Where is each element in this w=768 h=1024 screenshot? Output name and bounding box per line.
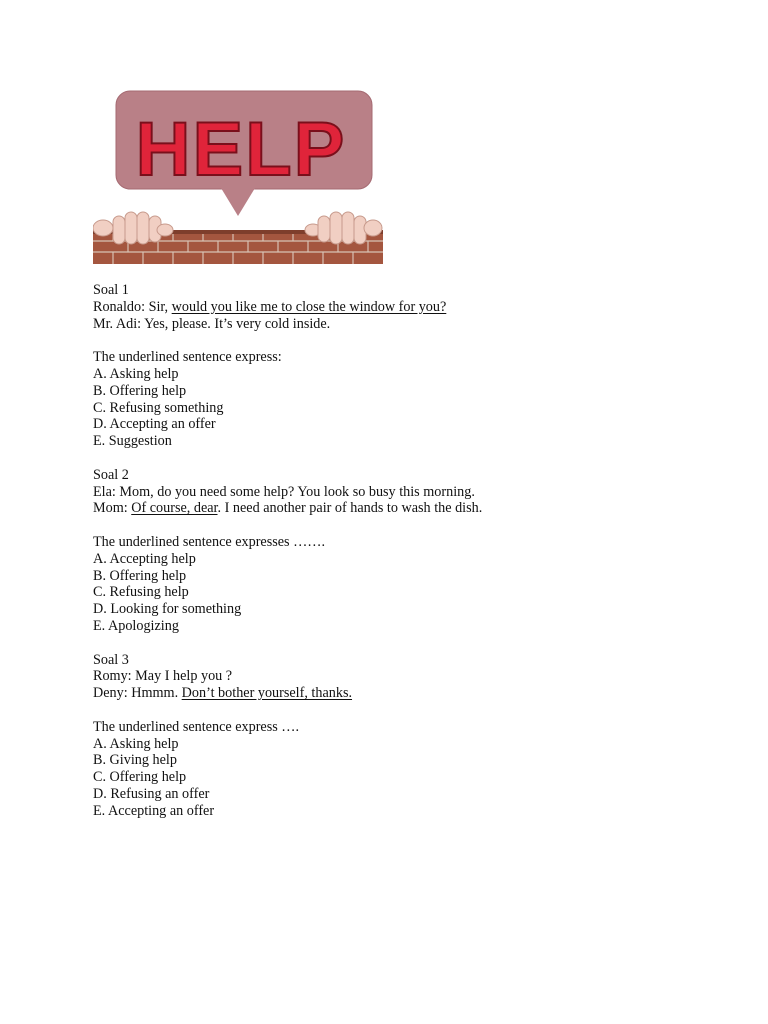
answer-option: A. Asking help [93, 365, 179, 382]
dialogue-line [93, 316, 713, 333]
help-illustration-svg [93, 88, 383, 264]
underlined-sentence: would you like me to close the window for you? [171, 298, 447, 315]
answer-option: E. Suggestion [93, 433, 172, 450]
dialogue-text: Romy: May I help you ? [93, 668, 233, 685]
answer-option: A. Accepting help [93, 550, 196, 567]
question-prompt: The underlined sentence express …. [93, 718, 300, 735]
answer-option: E. Apologizing [93, 617, 179, 634]
answer-option: A. Asking help [93, 735, 179, 752]
question-prompt: The underlined sentence express: [93, 349, 282, 366]
question-heading: Soal 1 [93, 282, 129, 298]
answer-option: D. Refusing an offer [93, 785, 210, 802]
help-logo-text: HELP [135, 107, 347, 192]
spacer [93, 517, 713, 534]
question-heading: Soal 3 [93, 651, 129, 668]
dialogue-text: Ronaldo: Sir, [93, 298, 172, 315]
answer-option: C. Refusing help [93, 584, 189, 601]
dialogue-line [93, 685, 713, 702]
question-block-3 [93, 652, 713, 820]
dialogue-text: Deny: Hmmm. [93, 685, 182, 702]
question-block-2 [93, 467, 713, 635]
answer-option: C. Refusing something [93, 399, 224, 416]
question-prompt: The underlined sentence expresses ……. [93, 533, 326, 550]
dialogue-line [93, 500, 713, 517]
dialogue-text: Ela: Mom, do you need some help? You look so busy this morning. [93, 483, 475, 500]
answer-option: D. Looking for something [93, 601, 242, 618]
answer-option: C. Offering help [93, 769, 187, 786]
answer-option: E. Accepting an offer [93, 802, 215, 819]
spacer [93, 635, 713, 652]
answer-option: B. Offering help [93, 382, 187, 399]
question-block-1 [93, 282, 713, 450]
underlined-sentence: Don’t bother yourself, thanks. [181, 685, 353, 702]
answer-option: D. Accepting an offer [93, 416, 216, 433]
dialogue-line [93, 668, 713, 685]
spacer [93, 702, 713, 719]
worksheet-content [93, 282, 713, 820]
dialogue-line [93, 299, 713, 316]
spacer [93, 332, 713, 349]
dialogue-text: Mom: [93, 500, 132, 517]
question-heading: Soal 2 [93, 466, 129, 483]
dialogue-text: Mr. Adi: Yes, please. It’s very cold inside. [93, 315, 331, 332]
help-illustration [93, 88, 383, 264]
dialogue-text: . I need another pair of hands to wash the dish. [217, 500, 483, 517]
spacer [93, 450, 713, 467]
answer-option: B. Giving help [93, 752, 177, 769]
underlined-sentence: Of course, dear [131, 500, 218, 517]
answer-option: B. Offering help [93, 567, 187, 584]
dialogue-line [93, 484, 713, 501]
